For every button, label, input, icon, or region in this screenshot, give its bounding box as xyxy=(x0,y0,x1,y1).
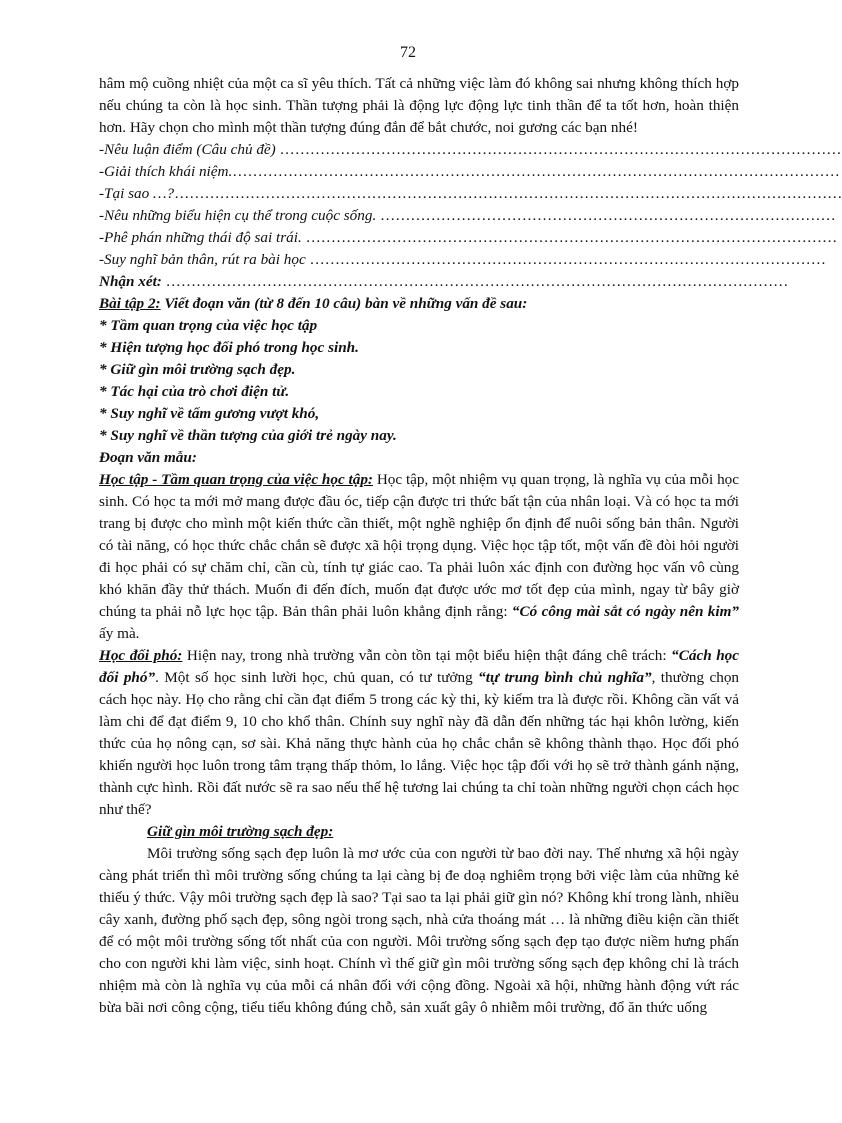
topic-item: * Giữ gìn môi trường sạch đẹp. xyxy=(99,361,296,378)
topic-list xyxy=(99,315,739,447)
intro-paragraph: hâm mộ cuồng nhiệt của một ca sĩ yêu thích. Tất cả những việc làm đó không sai nhưng không thích hợp nếu chúng ta còn là học sinh. Thần tượng phải là động lực động lực tinh thần để ta tốt hơn, hoàn thiện hơn. Hãy chọn cho mình một thần tượng đúng đắn để bắt chước, noi gương các bạn nhé! xyxy=(99,75,739,136)
section-learning: Học tập - Tầm quan trọng của việc học tập: Học tập, một nhiệm vụ quan trọng, là nghĩa vụ của mỗi học sinh. Có học ta mới mở mang được đầu óc, tiếp cận được tri thức bất tận của nhân loại. Và có học ta mới trang bị được cho mình một kiến thức cần thiết, một nghề nghiệp ổn định để nuôi sống bản thân. Người có tài năng, có học thức chắc chắn sẽ được xã hội trọng dụng. Việc học tập tốt, một vấn đề đòi hỏi người đi học phải có sự chăm chỉ, cần cù, tính tự giác cao. Ta phải luôn xác định con đường học vấn vô cùng khó khăn đầy thử thách. Muốn đi đến đích, muốn đạt được ước mơ tốt đẹp của mình, ngay từ bây giờ chúng ta phải nỗ lực học tập. Bản thân phải luôn khẳng định rằng: “Có công mài sắt có ngày nên kim” ấy mà. xyxy=(99,471,740,642)
topic-item: * Tác hại của trò chơi điện tử. xyxy=(99,383,290,400)
quote-coping: “Cách học đối phó” xyxy=(99,647,740,686)
outline-item: -Nêu những biểu hiện cụ thể trong cuộc sống. ……………………………………………………………………………… xyxy=(99,207,836,224)
outline-item: -Giải thích khái niệm.………………………………………………………………………………………………………… xyxy=(99,163,840,180)
topic-item: * Tầm quan trọng của việc học tập xyxy=(99,317,318,334)
quote-average: “tự trung bình chủ nghĩa” xyxy=(478,669,652,686)
exercise-heading xyxy=(99,293,739,315)
topic-item: * Hiện tượng học đối phó trong học sinh. xyxy=(99,339,359,356)
outline-list xyxy=(99,139,842,271)
topic-item: * Suy nghĩ về tấm gương vượt khó, xyxy=(99,405,320,422)
page-number: 72 xyxy=(400,44,416,61)
exercise-text: Viết đoạn văn (từ 8 đến 10 câu) bàn về những vấn đề sau: xyxy=(160,295,528,312)
nhan-xet-label: Nhận xét: xyxy=(99,273,162,290)
exercise-label: Bài tập 2: xyxy=(99,295,161,312)
section-coping-heading: Học đối phó: xyxy=(99,647,183,664)
nhan-xet-row: Nhận xét: …………………………………………………………………………………………………………… xyxy=(99,273,789,290)
outline-item: -Tại sao …?…………………………………………………………………………………………………………………… xyxy=(99,185,842,202)
sample-heading: Đoạn văn mẫu: xyxy=(99,449,197,466)
topic-item: * Suy nghĩ về thần tượng của giới trẻ ngày nay. xyxy=(99,427,397,444)
section-environment-body: Môi trường sống sạch đẹp luôn là mơ ước của con người từ bao đời nay. Thế nhưng xã hội ngày càng phát triển thì môi trường sống chúng ta lại càng bị đe doạ nghiêm trọng bởi việc làm của những kẻ thiếu ý thức. Vậy môi trường sạch đẹp là sao? Tại sao ta lại phải giữ gìn nó? Không khí trong lành, nhiều cây xanh, đường phố sạch đẹp, sông ngòi trong sạch, nhà cửa thoáng mát … là những điều kiện cần thiết để có một môi trường sống tốt nhất của con người. Môi trường sống sạch đẹp tạo được niềm hưng phấn cho con người khi làm việc, sinh hoạt. Chính vì thế giữ gìn môi trường sống sạch đẹp không chỉ là trách nhiệm mà còn là nghĩa vụ của mỗi cá nhân đối với cộng đồng. Ngoài xã hội, những hành động vứt rác bừa bãi nơi công cộng, tiểu tiểu không đúng chỗ, sản xuất gây ô nhiễm môi trường, đổ ăn thức uống xyxy=(99,845,739,1016)
section-coping-study: Học đối phó: Hiện nay, trong nhà trường vẫn còn tồn tại một biểu hiện thật đáng chê trách: “Cách học đối phó”. Một số học sinh lười học, chủ quan, có tư tưởng “tự trung bình chủ nghĩa”, thường chọn cách học này. Họ cho rằng chỉ cần đạt điểm 5 trong các kỳ thi, kỳ kiểm tra là được rồi. Không cần vất vả làm chi để đạt điểm 9, 10 cho khổ thân. Chính suy nghĩ này đã dẫn đến những tác hại khôn lường, kiến thức của họ nông cạn, sơ sài. Khả năng thực hành của họ chắc chắn sẽ không thành thạo. Học đối phó khiến người học luôn trong tâm trạng thấp thỏm, lo lắng. Việc học tập đối với họ sẽ trở thành gánh nặng, thành cực hình. Rồi đất nước sẽ ra sao nếu thế hệ tương lai chúng ta chỉ toàn những người chọn cách học như thế? xyxy=(99,647,740,818)
outline-item: -Nêu luận điểm (Câu chủ đề) ………………………………………………………………………………………………… xyxy=(99,141,842,158)
outline-item: -Suy nghĩ bản thân, rút ra bài học ………………………………………………………………………………………… xyxy=(99,251,826,268)
section-learning-heading: Học tập - Tầm quan trọng của việc học tập: xyxy=(99,471,373,488)
section-environment-heading: Giữ gìn môi trường sạch đẹp: xyxy=(147,823,334,840)
outline-item: -Phê phán những thái độ sai trái. …………………………………………………………………………………………… xyxy=(99,229,838,246)
proverb-quote: “Có công mài sắt có ngày nên kim” xyxy=(511,603,740,620)
page-content xyxy=(99,73,842,1019)
